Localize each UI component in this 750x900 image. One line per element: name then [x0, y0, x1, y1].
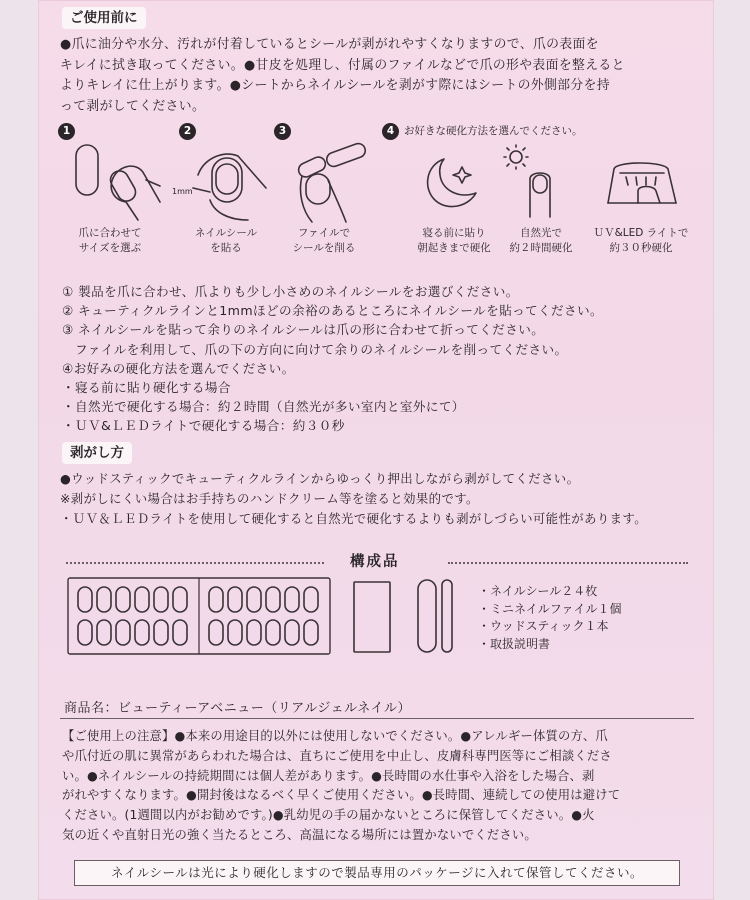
one-mm-annotation: 1mm: [172, 187, 193, 196]
step-3-number: 3: [274, 123, 291, 140]
removal-line: ※剥がしにくい場合はお手持ちのハンドクリーム等を塗ると効果的です。: [60, 491, 479, 506]
precaution-line: 気の近くや直射日光の強く当たるところ、高温になる場所には置かないでください。: [62, 827, 537, 842]
curing-sunlight-caption-line: 約２時間硬化: [509, 242, 573, 254]
precaution-line: がれやすくなります。●開封後はなるべく早くご使用ください。●長時間、連続しての使用は避けて: [62, 788, 621, 803]
curing-uv-caption: [586, 226, 696, 256]
contents-item: ・取扱説明書: [478, 636, 551, 651]
before-use-line: よりキレイに仕上がります。●シートからネイルシールを剥がす際にはシートの外側部分を持: [60, 78, 611, 93]
precaution-line: ください。(1週間以内がお勧めです。)●乳幼児の手の届かないところに保管してください。●火: [62, 808, 595, 823]
before-use-tag: ご使用前に: [62, 7, 146, 29]
choose-size-illustration: [68, 140, 163, 225]
curing-sunlight-caption-line: 自然光で: [520, 227, 562, 239]
storage-note: ネイルシールは光により硬化しますので製品専用のパッケージに入れて保管してください。: [74, 860, 680, 886]
instructions-list: [62, 282, 603, 436]
instruction-sheet: [38, 0, 714, 900]
instruction-line: ③ ネイルシールを貼って余りのネイルシールは爪の形に合わせて折ってください。: [62, 322, 545, 338]
sun-icon: [506, 145, 566, 225]
contents-item: ・ネイルシール２４枚: [478, 584, 598, 598]
step-2-caption-line: ネイルシール: [194, 227, 258, 239]
step-3-caption-line: ファイルで: [297, 227, 351, 239]
instruction-line: ・寝る前に貼り硬化する場合: [62, 380, 231, 396]
precaution-line: や爪付近の肌に異常があらわれた場合は、直ちにご使用を中止し、皮膚科専門医等にご相談くださ: [62, 748, 612, 763]
curing-uv-caption-line: ＵＶ&LED ライトで: [593, 227, 689, 239]
curing-night-caption-line: 寝る前に貼り: [422, 227, 486, 239]
instruction-line: ④お好みの硬化方法を選んでください。: [62, 360, 295, 376]
step-3-caption-line: シールを削る: [292, 242, 356, 254]
step-2-caption-line: を貼る: [210, 242, 242, 254]
dotted-rule-right: [448, 562, 688, 564]
step-3-caption: [274, 226, 374, 256]
before-use-line: って剥がしてください。: [60, 98, 206, 114]
instruction-line: ファイルを利用して、爪の下の方向に向けて余りのネイルシールを削ってください。: [62, 341, 568, 357]
contents-list: [478, 583, 622, 653]
step-2-caption: [176, 226, 276, 256]
instruction-line: ① 製品を爪に合わせ、爪よりも少し小さめのネイルシールをお選びください。: [62, 284, 519, 299]
file-and-stick-illustration: [352, 580, 452, 652]
removal-text: [60, 469, 647, 529]
precaution-line: 【ご使用上の注意】●本来の用途目的以外には使用しないでください。●アレルギー体質の方、爪: [62, 729, 608, 743]
step-4-number: 4: [382, 123, 399, 140]
before-use-text: [60, 35, 625, 117]
contents-item: ・ミニネイルファイル１個: [478, 601, 622, 616]
curing-uv-caption-line: 約３０秒硬化: [609, 242, 673, 254]
step-4-header: お好きな硬化方法を選んでください。: [404, 125, 583, 137]
step-1-caption-line: サイズを選ぶ: [78, 242, 142, 254]
step-1-caption-line: 爪に合わせて: [78, 227, 142, 239]
removal-line: ・ＵＶ＆ＬＥＤライトを使用して硬化すると自然光で硬化するよりも剥がしづらい可能性があります。: [60, 511, 648, 526]
moon-icon: [418, 155, 488, 215]
nail-sticker-sheet-illustration: [68, 578, 330, 654]
product-divider: [60, 718, 694, 719]
instruction-line: ② キューティクルラインと1mmほどの余裕のあるところにネイルシールを貼ってください。: [62, 303, 604, 319]
removal-line: ●ウッドスティックでキューティクルラインからゆっくり押出しながら剥がしてください。: [60, 471, 580, 486]
file-sticker-illustration: [288, 140, 378, 225]
before-use-line: キレイに拭き取ってください。●甘皮を処理し、付属のファイルなどで爪の形や表面を整えると: [60, 57, 625, 73]
step-1-caption: [60, 226, 160, 256]
instruction-line: ・ＵＶ&ＬＥＤライトで硬化する場合：約３０秒: [62, 418, 345, 434]
curing-sunlight-caption: [493, 226, 589, 256]
removal-tag: 剥がし方: [62, 442, 132, 464]
curing-night-caption-line: 朝起きまで硬化: [417, 242, 491, 254]
curing-night-caption: [406, 226, 502, 256]
instruction-line: ・自然光で硬化する場合：約２時間（自然光が多い室内と室外にて）: [62, 399, 465, 415]
uv-lamp-icon: [604, 155, 684, 215]
contents-item: ・ウッドスティック１本: [478, 619, 609, 633]
dotted-rule-left: [66, 562, 324, 564]
step-1-number: 1: [58, 123, 75, 140]
apply-sticker-illustration: [188, 140, 273, 225]
precautions-text: [62, 727, 620, 846]
step-2-number: 2: [179, 123, 196, 140]
product-name: 商品名：ビューティーアベニュー（リアルジェルネイル）: [64, 701, 412, 716]
contents-heading: 構成品: [350, 554, 400, 570]
precaution-line: い。●ネイルシールの持続期間には個人差があります。●長時間の水仕事や入浴をした場合、剥: [62, 768, 595, 783]
before-use-line: ●爪に油分や水分、汚れが付着しているとシールが剥がれやすくなりますので、爪の表面を: [60, 37, 599, 52]
